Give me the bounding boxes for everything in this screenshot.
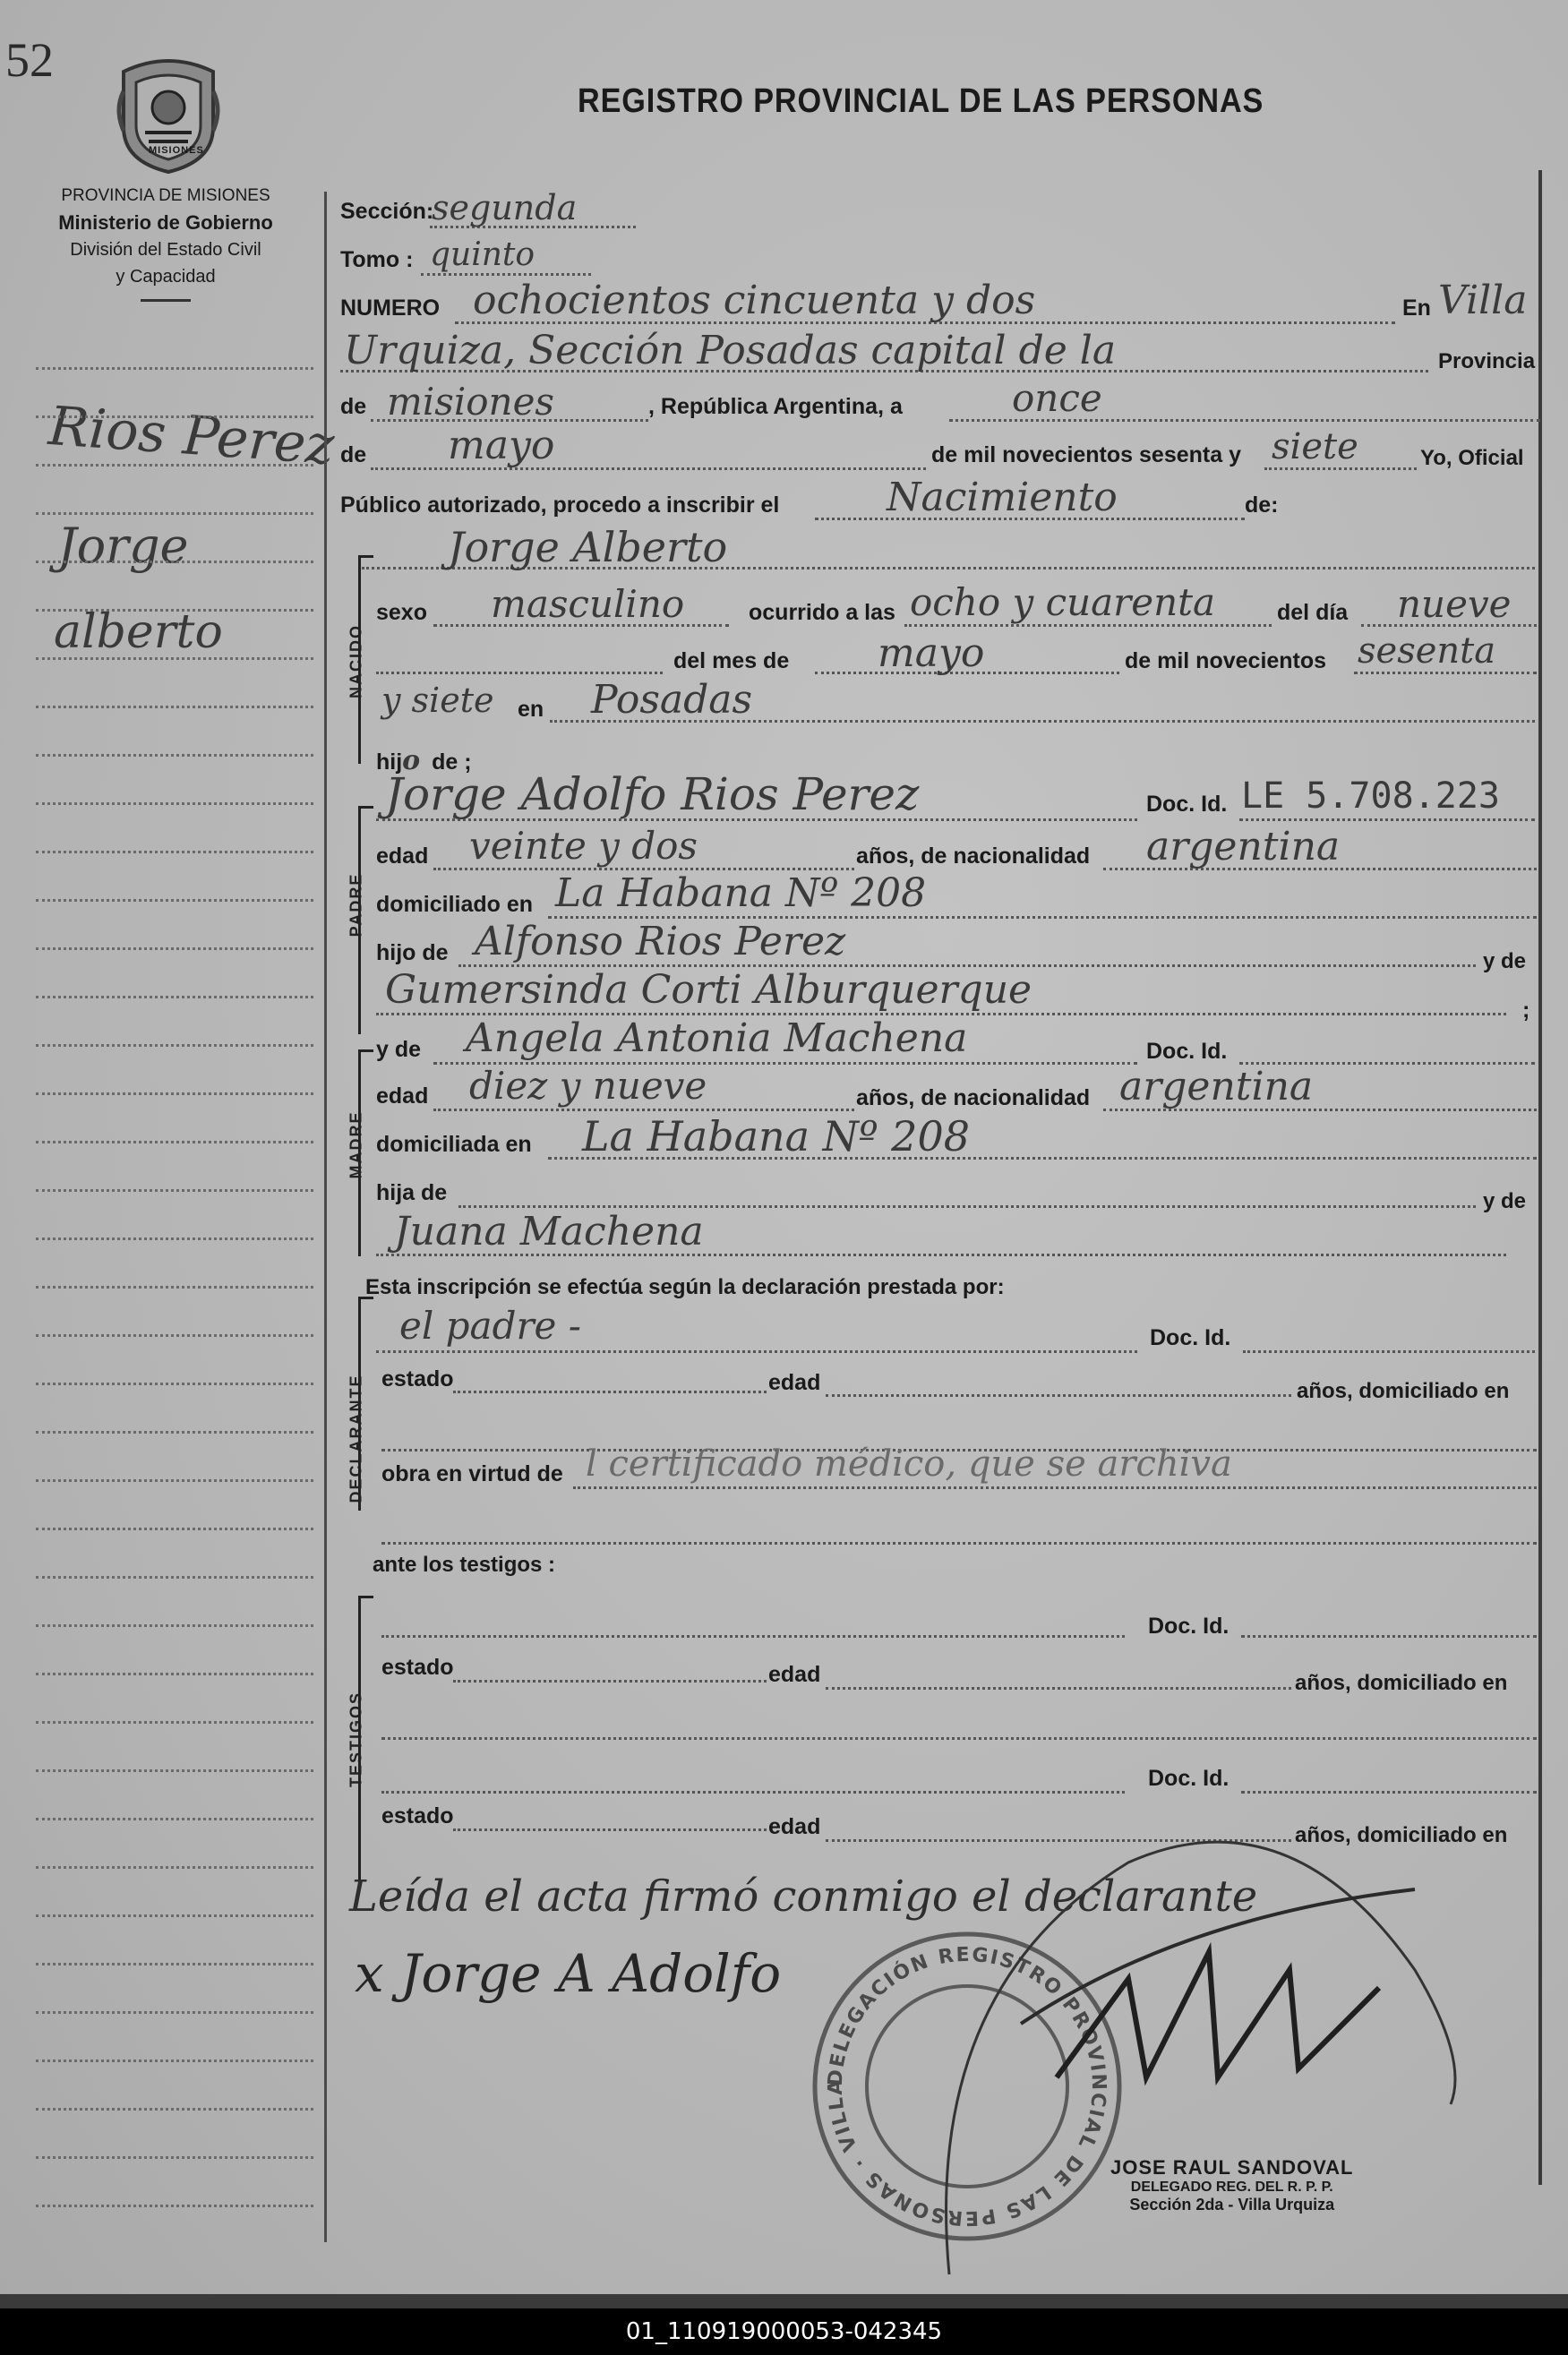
declarante-estado-label: estado bbox=[381, 1366, 454, 1392]
margin-rule-line bbox=[36, 415, 313, 418]
margin-name-1: Jorge bbox=[57, 518, 189, 574]
nacido-anio-value: sesenta bbox=[1358, 630, 1496, 672]
madre-dom-label: domiciliada en bbox=[376, 1132, 532, 1157]
declarante-obra-line-2 bbox=[381, 1542, 1537, 1545]
margin-rule-line bbox=[36, 802, 313, 805]
margin-rule-line bbox=[36, 1818, 313, 1820]
padre-doc-label: Doc. Id. bbox=[1146, 792, 1228, 817]
testigo1-estado-label: estado bbox=[381, 1655, 454, 1680]
declarante-estado-line bbox=[453, 1391, 767, 1393]
ministry-capacity: y Capacidad bbox=[116, 267, 216, 287]
margin-rule-line bbox=[36, 1914, 313, 1917]
padre-dom-value: La Habana Nº 208 bbox=[555, 870, 927, 916]
margin-rule-line bbox=[36, 367, 313, 370]
hijo-de-label: de ; bbox=[432, 749, 472, 775]
testigo1-edad-line bbox=[826, 1687, 1291, 1690]
testigo2-name-line bbox=[381, 1791, 1125, 1794]
margin-rule-line bbox=[36, 706, 313, 708]
padre-y-de-label: y de bbox=[1483, 949, 1527, 973]
madre-doc-label: Doc. Id. bbox=[1146, 1039, 1228, 1064]
margin-rule-line bbox=[36, 1141, 313, 1143]
year-value: siete bbox=[1272, 426, 1358, 467]
declarante-doc-line bbox=[1243, 1350, 1535, 1353]
testigo1-edad-label: edad bbox=[768, 1662, 821, 1687]
margin-rule-line bbox=[36, 2011, 313, 2014]
margin-rule-line bbox=[36, 1528, 313, 1530]
padre-hijo-label: hijo de bbox=[376, 940, 449, 965]
mes-pre-line bbox=[376, 672, 663, 674]
margin-rule-line bbox=[36, 1769, 313, 1772]
margin-rule-line bbox=[36, 1286, 313, 1289]
declarante-section-label: DECLARANTE bbox=[347, 1374, 365, 1503]
margin-rule-line bbox=[36, 1092, 313, 1095]
madre-edad-line bbox=[433, 1109, 854, 1111]
margin-rule-line bbox=[36, 2156, 313, 2159]
margin-rule-line bbox=[36, 2108, 313, 2111]
margin-rule-line bbox=[36, 1383, 313, 1385]
testigo2-doc-line bbox=[1241, 1791, 1537, 1794]
margin-divider bbox=[324, 192, 327, 2242]
republica-label: , República Argentina, a bbox=[648, 394, 903, 419]
margin-rule-line bbox=[36, 899, 313, 902]
margin-rule-line bbox=[36, 1624, 313, 1627]
declarante-obra-value: l certificado médico, que se archiva bbox=[586, 1443, 1232, 1485]
dia-value: nueve bbox=[1397, 582, 1512, 626]
coat-of-arms-label: MISIONES bbox=[149, 145, 204, 156]
padre-doc-value: LE 5.708.223 bbox=[1241, 775, 1500, 817]
margin-rule-line bbox=[36, 1963, 313, 1965]
testigo1-estado-line bbox=[453, 1680, 767, 1683]
margin-surname: Rios Perez bbox=[46, 394, 337, 478]
madre-nac-value: argentina bbox=[1119, 1064, 1314, 1109]
signature-flourish bbox=[913, 1809, 1487, 2292]
tomo-value: quinto bbox=[430, 236, 536, 273]
dia-label: del día bbox=[1277, 600, 1349, 625]
tomo-label: Tomo : bbox=[340, 247, 414, 272]
testigo2-estado-label: estado bbox=[381, 1803, 454, 1828]
madre-y-de2-label: y de bbox=[1483, 1189, 1527, 1213]
padre-hijo-value: Alfonso Rios Perez bbox=[475, 919, 846, 964]
hora-line bbox=[904, 624, 1272, 627]
ministry-division: División del Estado Civil bbox=[70, 240, 261, 260]
margin-rule-line bbox=[36, 1721, 313, 1724]
margin-rule-line bbox=[36, 1479, 313, 1482]
margin-rule-line bbox=[36, 1189, 313, 1192]
testigos-section-label: TESTIGOS bbox=[347, 1691, 365, 1788]
mes-value: mayo bbox=[878, 630, 985, 676]
testigo1-doc-label: Doc. Id. bbox=[1148, 1614, 1230, 1639]
margin-rule-line bbox=[36, 609, 313, 612]
padre-dom-label: domiciliado en bbox=[376, 892, 534, 917]
testigo2-estado-line bbox=[453, 1828, 767, 1831]
numero-value: ochocientos cincuenta y dos bbox=[473, 278, 1036, 323]
anio-label: de mil novecientos sesenta y bbox=[931, 442, 1241, 467]
declarante-name-value: el padre - bbox=[399, 1304, 581, 1348]
scan-footer bbox=[0, 2308, 1568, 2355]
en-label: En bbox=[1402, 295, 1431, 321]
margin-rule-line bbox=[36, 1576, 313, 1579]
padre-nac-label: años, de nacionalidad bbox=[856, 844, 1091, 869]
testigo1-doc-line bbox=[1241, 1635, 1537, 1638]
padre-edad-label: edad bbox=[376, 844, 429, 869]
testigo1-name-line bbox=[381, 1635, 1125, 1638]
declarante-obra-line bbox=[573, 1486, 1537, 1489]
de3-label: de: bbox=[1245, 492, 1279, 518]
declarante-obra-label: obra en virtud de bbox=[381, 1461, 563, 1486]
year-line bbox=[1264, 467, 1417, 470]
margin-rule-line bbox=[36, 657, 313, 660]
official-name: JOSE RAUL SANDOVAL bbox=[1110, 2156, 1354, 2179]
testigo1-anios-label: años, domiciliado en bbox=[1295, 1671, 1508, 1695]
sexo-label: sexo bbox=[376, 600, 427, 625]
margin-rule-line bbox=[36, 464, 313, 467]
madre-hija-line bbox=[458, 1205, 1476, 1208]
de2-label: de bbox=[340, 442, 367, 467]
madre-edad-label: edad bbox=[376, 1083, 429, 1109]
declarante-doc-label: Doc. Id. bbox=[1150, 1325, 1231, 1350]
document-title: REGISTRO PROVINCIAL DE LAS PERSONAS bbox=[578, 82, 1264, 120]
padre-section-label: PADRE bbox=[347, 872, 365, 938]
numero-label: NUMERO bbox=[340, 295, 441, 321]
hijo-label-text: hij bbox=[376, 749, 403, 775]
testigo2-anios-label: años, domiciliado en bbox=[1295, 1823, 1508, 1847]
declarante-anios-label: años, domiciliado en bbox=[1297, 1379, 1510, 1403]
official-section: Sección 2da - Villa Urquiza bbox=[1129, 2196, 1335, 2214]
madre-de-padre-value: Gumersinda Corti Alburquerque bbox=[385, 967, 1032, 1013]
nacido-anio-cont: y siete bbox=[381, 681, 494, 720]
padre-doc-line bbox=[1239, 818, 1535, 821]
hijo-suffix: o bbox=[402, 745, 421, 776]
provincia-label: Provincia bbox=[1438, 349, 1536, 373]
madre-edad-value: diez y nueve bbox=[469, 1064, 707, 1108]
official-title: DELEGADO REG. DEL R. P. P. bbox=[1130, 2179, 1333, 2195]
acto-value: Nacimiento bbox=[887, 475, 1118, 520]
bottom-edge bbox=[0, 2294, 1568, 2308]
tomo-line bbox=[421, 273, 591, 276]
margin-rule-line bbox=[36, 1673, 313, 1675]
margin-rule-line bbox=[36, 947, 313, 950]
declarante-name-line bbox=[376, 1350, 1137, 1353]
en-value: Villa bbox=[1438, 278, 1528, 323]
seccion-value: segunda bbox=[432, 188, 578, 227]
madre-y-de-label: y de bbox=[376, 1037, 422, 1062]
sexo-value: masculino bbox=[491, 582, 685, 626]
margin-rule-line bbox=[36, 2060, 313, 2062]
madre-name-value: Angela Antonia Machena bbox=[466, 1015, 968, 1061]
ocurrido-label: ocurrido a las bbox=[749, 600, 895, 625]
testigos-intro: ante los testigos : bbox=[373, 1553, 556, 1577]
oficial-label: Yo, Oficial bbox=[1420, 446, 1524, 470]
de-label: de bbox=[340, 394, 367, 419]
ministry-name: Ministerio de Gobierno bbox=[58, 211, 273, 234]
declarante-edad-line bbox=[826, 1394, 1291, 1397]
day-value: once bbox=[1012, 376, 1102, 420]
margin-rule-line bbox=[36, 1866, 313, 1869]
provincia-value: misiones bbox=[387, 380, 554, 424]
closing-text: Leída el acta firmó conmigo el declarante bbox=[349, 1871, 1258, 1922]
margin-rule-line bbox=[36, 561, 313, 563]
margin-rule-line bbox=[36, 1431, 313, 1434]
testigo1-dom-line bbox=[381, 1737, 1537, 1740]
official-block bbox=[1110, 2156, 1353, 2214]
ministry-divider bbox=[141, 299, 191, 302]
margin-rule-line bbox=[36, 1044, 313, 1047]
testigo2-doc-label: Doc. Id. bbox=[1148, 1766, 1230, 1791]
padre-semicolon: ; bbox=[1522, 998, 1530, 1023]
declarante-edad-label: edad bbox=[768, 1370, 821, 1395]
scan-filename: 01_110919000053-042345 bbox=[625, 2318, 943, 2345]
hora-value: ocho y cuarenta bbox=[910, 580, 1216, 624]
margin-name-2: alberto bbox=[54, 605, 223, 659]
seccion-label: Sección: bbox=[340, 199, 434, 224]
margin-rule-line bbox=[36, 1334, 313, 1337]
padre-edad-value: veinte y dos bbox=[469, 824, 698, 868]
right-border bbox=[1538, 170, 1542, 2185]
madre-de-madre-value: Juana Machena bbox=[394, 1209, 704, 1255]
declarante-intro: Esta inscripción se efectúa según la declaración prestada por: bbox=[365, 1275, 1005, 1299]
stamp-text: DELEGACIÓN REGISTRO PROVINCIAL DE LAS PERSONAS · VILLA bbox=[824, 1943, 1110, 2230]
publico-label: Público autorizado, procedo a inscribir el bbox=[340, 492, 780, 518]
coat-of-arms bbox=[115, 56, 222, 174]
folio-number: 52 bbox=[5, 33, 54, 87]
nacido-en-label: en bbox=[518, 697, 544, 722]
padre-name-value: Jorge Adolfo Rios Perez bbox=[385, 768, 920, 820]
nacido-anio-label: de mil novecientos bbox=[1125, 648, 1327, 673]
margin-rule-line bbox=[36, 2205, 313, 2207]
margin-rule-line bbox=[36, 512, 313, 515]
madre-section-label: MADRE bbox=[347, 1110, 365, 1179]
testigo2-edad-label: edad bbox=[768, 1814, 821, 1839]
ministry-block bbox=[9, 183, 322, 302]
mes-label: del mes de bbox=[673, 648, 790, 673]
madre-nac-label: años, de nacionalidad bbox=[856, 1085, 1091, 1110]
margin-rule-line bbox=[36, 754, 313, 757]
place-value: Urquiza, Sección Posadas capital de la bbox=[344, 328, 1117, 373]
margin-rule-line bbox=[36, 1237, 313, 1240]
madre-dom-value: La Habana Nº 208 bbox=[582, 1112, 970, 1160]
declarant-signature: x Jorge A Adolfo bbox=[355, 1943, 782, 2004]
nacido-name-value: Jorge Alberto bbox=[448, 523, 728, 571]
margin-rule-line bbox=[36, 851, 313, 853]
margin-rule-line bbox=[36, 996, 313, 998]
padre-nac-value: argentina bbox=[1146, 824, 1341, 869]
nacido-anio-line bbox=[1354, 672, 1537, 674]
lugar-value: Posadas bbox=[591, 677, 753, 723]
ministry-province: PROVINCIA DE MISIONES bbox=[61, 186, 270, 205]
month-value: mayo bbox=[448, 423, 555, 468]
madre-hija-label: hija de bbox=[376, 1180, 448, 1205]
nacido-section-label: NACIDO bbox=[347, 624, 365, 698]
